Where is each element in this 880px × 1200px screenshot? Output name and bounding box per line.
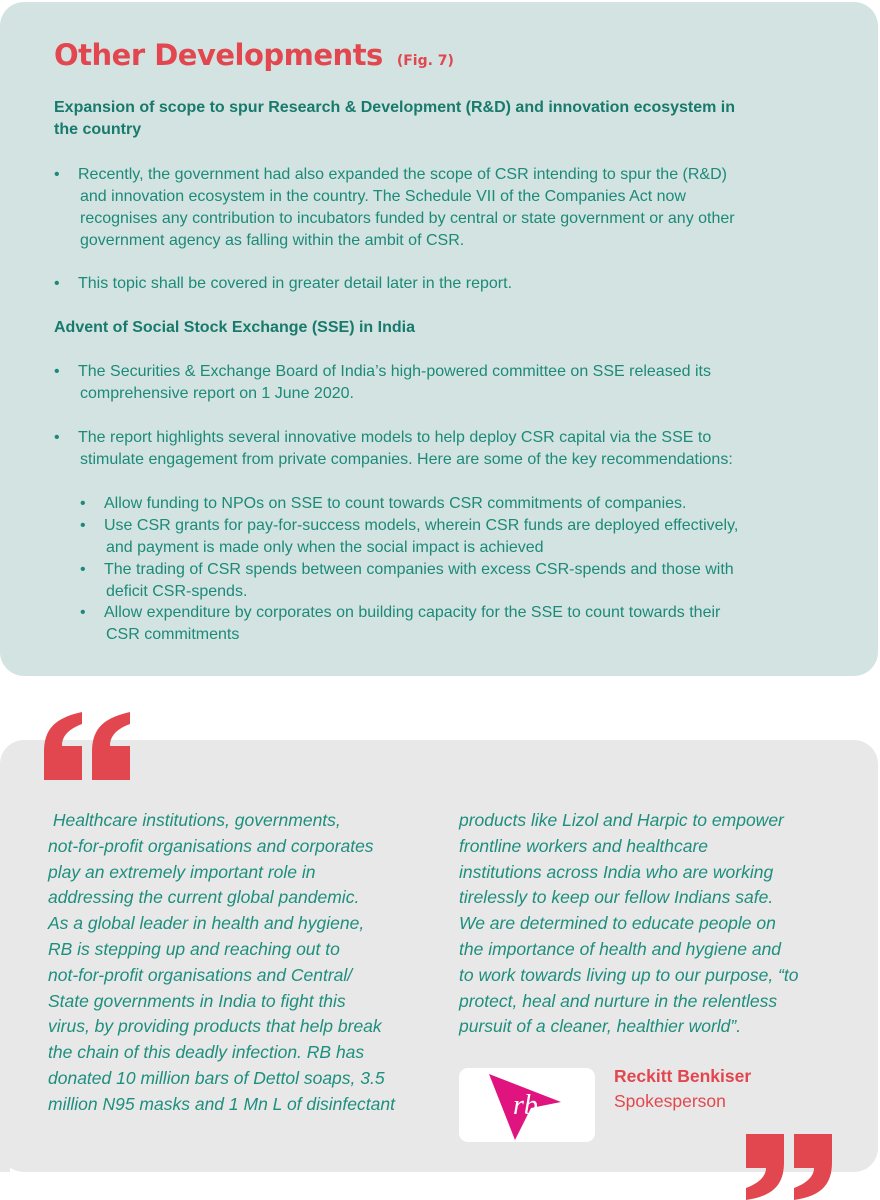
section-title: Other Developments: [54, 38, 383, 72]
open-quote-icon: [44, 712, 132, 780]
quote-column-right: products like Lizol and Harpic to empower frontline workers and healthcare institutions across India who are working tirelessly to keep our fellow Indians safe. We are determined to educate people on the importance of health and hygiene and to work towards living up to our purpose, “to protect, heal and nurture in the relentless pursuit of a cleaner, healthier world”.: [459, 810, 799, 1037]
rb-logo: [459, 1068, 595, 1142]
heading-sse: Advent of Social Stock Exchange (SSE) in India: [54, 319, 415, 336]
attribution-name: Reckitt Benkiser: [614, 1066, 752, 1086]
quote-column-left: Healthcare institutions, governments, not-for-profit organisations and corporates play an extremely important role in addressing the current global pandemic. As a global leader in health and hygiene, RB is stepping up and reaching out to not-for-profit organisations and Central/ State governments in India to fight this virus, by providing products that help break the chain of this deadly infection. RB has donated 10 million bars of Dettol soaps, 3.5 million N95 masks and 1 Mn L of disinfectant: [48, 810, 395, 1114]
quote-panel-edge: [0, 1132, 10, 1172]
figure-label: (Fig. 7): [396, 53, 454, 69]
close-quote-icon: [746, 1134, 834, 1200]
attribution-role: Spokesperson: [614, 1091, 726, 1111]
rb-logo-card: [459, 1068, 595, 1142]
heading-rd-expansion: Expansion of scope to spur Research & Development (R&D) and innovation ecosystem in the country: [54, 99, 736, 138]
section-title-row: [54, 38, 454, 72]
svg-text:rb: rb: [513, 1090, 538, 1121]
